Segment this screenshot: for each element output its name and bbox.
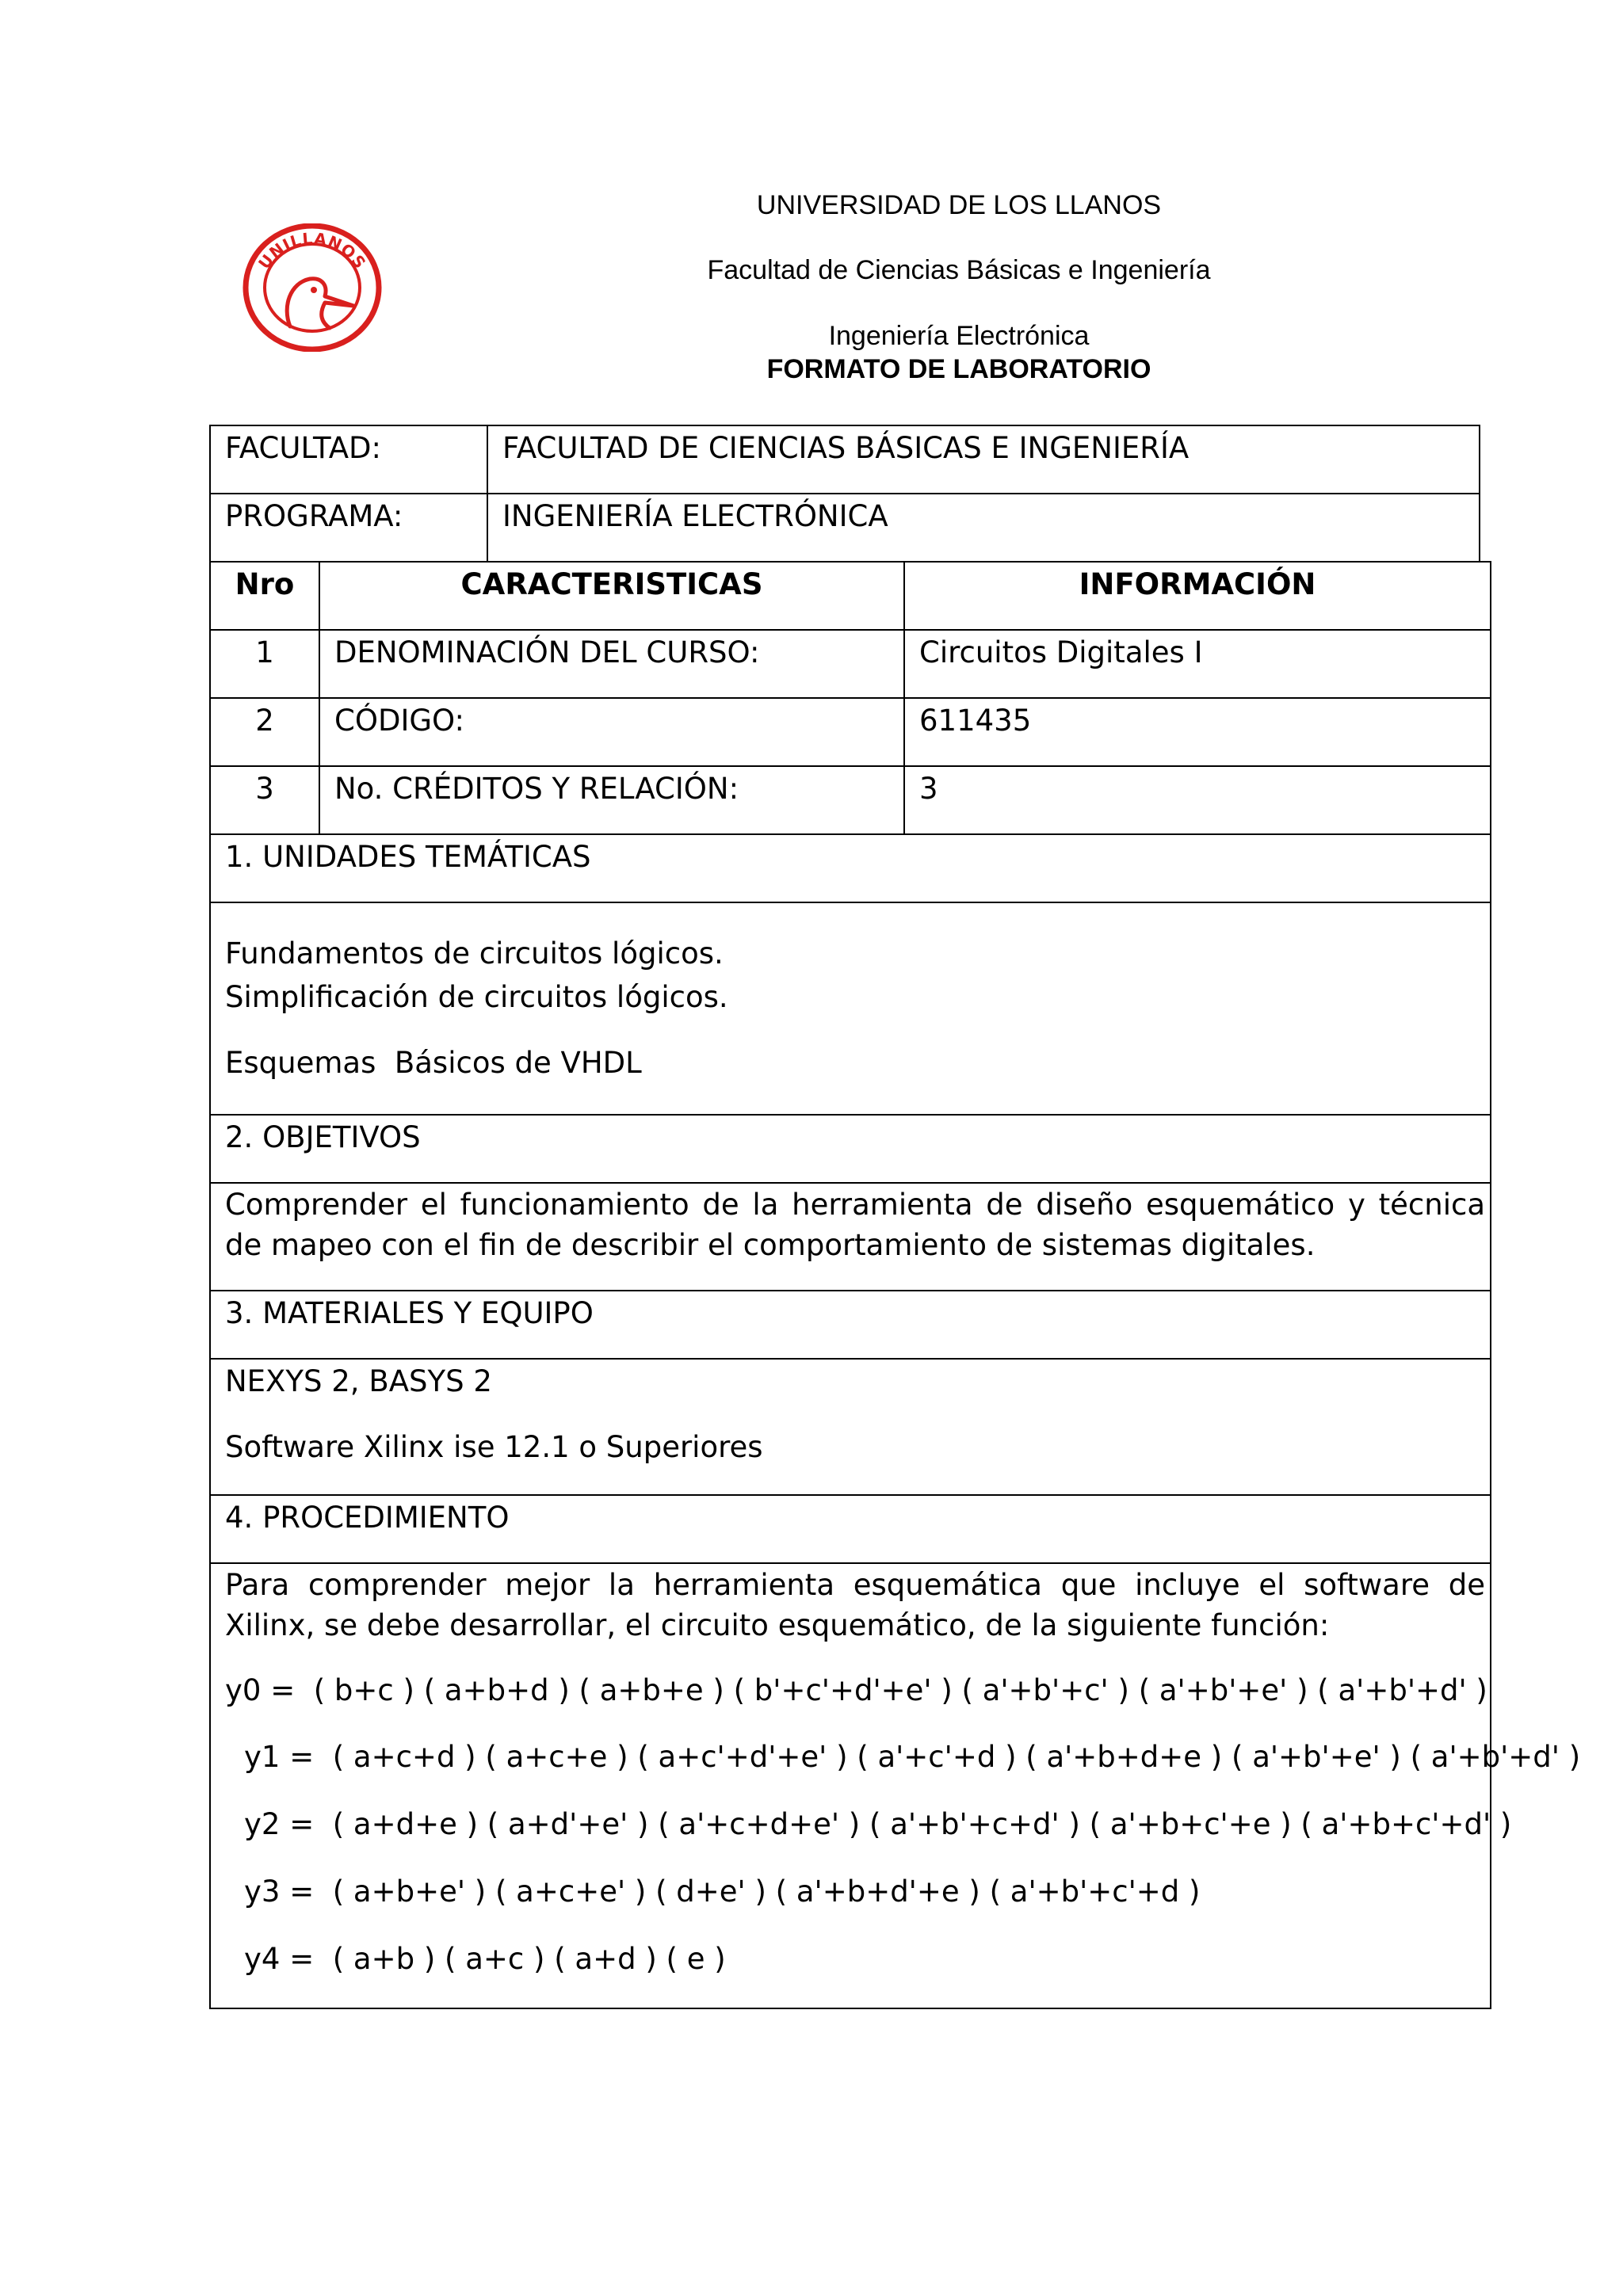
university-name: UNIVERSIDAD DE LOS LLANOS bbox=[756, 190, 1162, 220]
equation-y1: y1 = ( a+c+d ) ( a+c+e ) ( a+c'+d'+e' ) ( a'+c'+d ) ( a'+b+d+e ) ( a'+b'+e' ) ( a'+b'+d' ) bbox=[244, 1740, 1581, 1774]
material-item: NEXYS 2, BASYS 2 bbox=[225, 1364, 492, 1398]
equation-y3: y3 = ( a+b+e' ) ( a+c+e' ) ( d+e' ) ( a'+b+d'+e ) ( a'+b'+c'+d ) bbox=[244, 1875, 1201, 1909]
faculty-name: Facultad de Ciencias Básicas e Ingeniería bbox=[707, 255, 1211, 285]
row-nro: 2 bbox=[255, 704, 274, 738]
equation-y0: y0 = ( b+c ) ( a+b+d ) ( a+b+e ) ( b'+c'+d'+e' ) ( a'+b'+c' ) ( a'+b'+e' ) ( a'+b'+d' ) bbox=[225, 1673, 1487, 1707]
university-logo bbox=[242, 223, 382, 352]
row-information: 611435 bbox=[919, 704, 1032, 738]
objectives-text: Comprender el funcionamiento de la herramienta de diseño esquemático y técnica de mapeo con el fin de describir el comportamiento de sistemas digitales. bbox=[225, 1188, 1485, 1262]
equation-y2: y2 = ( a+d+e ) ( a+d'+e' ) ( a'+c+d+e' ) ( a'+b'+c+d' ) ( a'+b+c'+e ) ( a'+b+c'+d' ) bbox=[244, 1807, 1512, 1841]
section-procedure-title: 4. PROCEDIMIENTO bbox=[225, 1501, 510, 1535]
row-characteristic: No. CRÉDITOS Y RELACIÓN: bbox=[334, 772, 739, 806]
row-characteristic: DENOMINACIÓN DEL CURSO: bbox=[334, 635, 760, 669]
row-information: 3 bbox=[919, 772, 938, 806]
row-nro: 1 bbox=[255, 635, 274, 669]
unit-item: Esquemas Básicos de VHDL bbox=[225, 1046, 642, 1080]
info-value-facultad: FACULTAD DE CIENCIAS BÁSICAS E INGENIERÍA bbox=[502, 431, 1190, 465]
procedure-text: Para comprender mejor la herramienta esquemática que incluye el software de Xilinx, se debe desarrollar, el circuito esquemático, de la siguiente función: bbox=[225, 1568, 1485, 1642]
section-materials-title: 3. MATERIALES Y EQUIPO bbox=[225, 1296, 594, 1330]
material-item: Software Xilinx ise 12.1 o Superiores bbox=[225, 1430, 763, 1464]
equation-y4: y4 = ( a+b ) ( a+c ) ( a+d ) ( e ) bbox=[244, 1942, 726, 1976]
logo-text: UNILLANOS bbox=[254, 228, 370, 273]
unit-item: Fundamentos de circuitos lógicos. bbox=[225, 936, 724, 971]
info-label-facultad: FACULTAD: bbox=[225, 431, 381, 465]
unit-item: Simplificación de circuitos lógicos. bbox=[225, 980, 728, 1014]
program-name: Ingeniería Electrónica bbox=[828, 321, 1090, 351]
header-informacion: INFORMACIÓN bbox=[1079, 567, 1316, 601]
header-nro: Nro bbox=[235, 567, 295, 601]
row-information: Circuitos Digitales I bbox=[919, 635, 1203, 669]
format-title: FORMATO DE LABORATORIO bbox=[766, 354, 1151, 384]
section-units-title: 1. UNIDADES TEMÁTICAS bbox=[225, 840, 591, 874]
header-caracteristicas: CARACTERISTICAS bbox=[460, 567, 763, 601]
row-characteristic: CÓDIGO: bbox=[334, 704, 464, 738]
section-objectives-title: 2. OBJETIVOS bbox=[225, 1120, 421, 1154]
row-nro: 3 bbox=[255, 772, 274, 806]
info-label-programa: PROGRAMA: bbox=[225, 499, 403, 533]
info-value-programa: INGENIERÍA ELECTRÓNICA bbox=[502, 499, 888, 533]
